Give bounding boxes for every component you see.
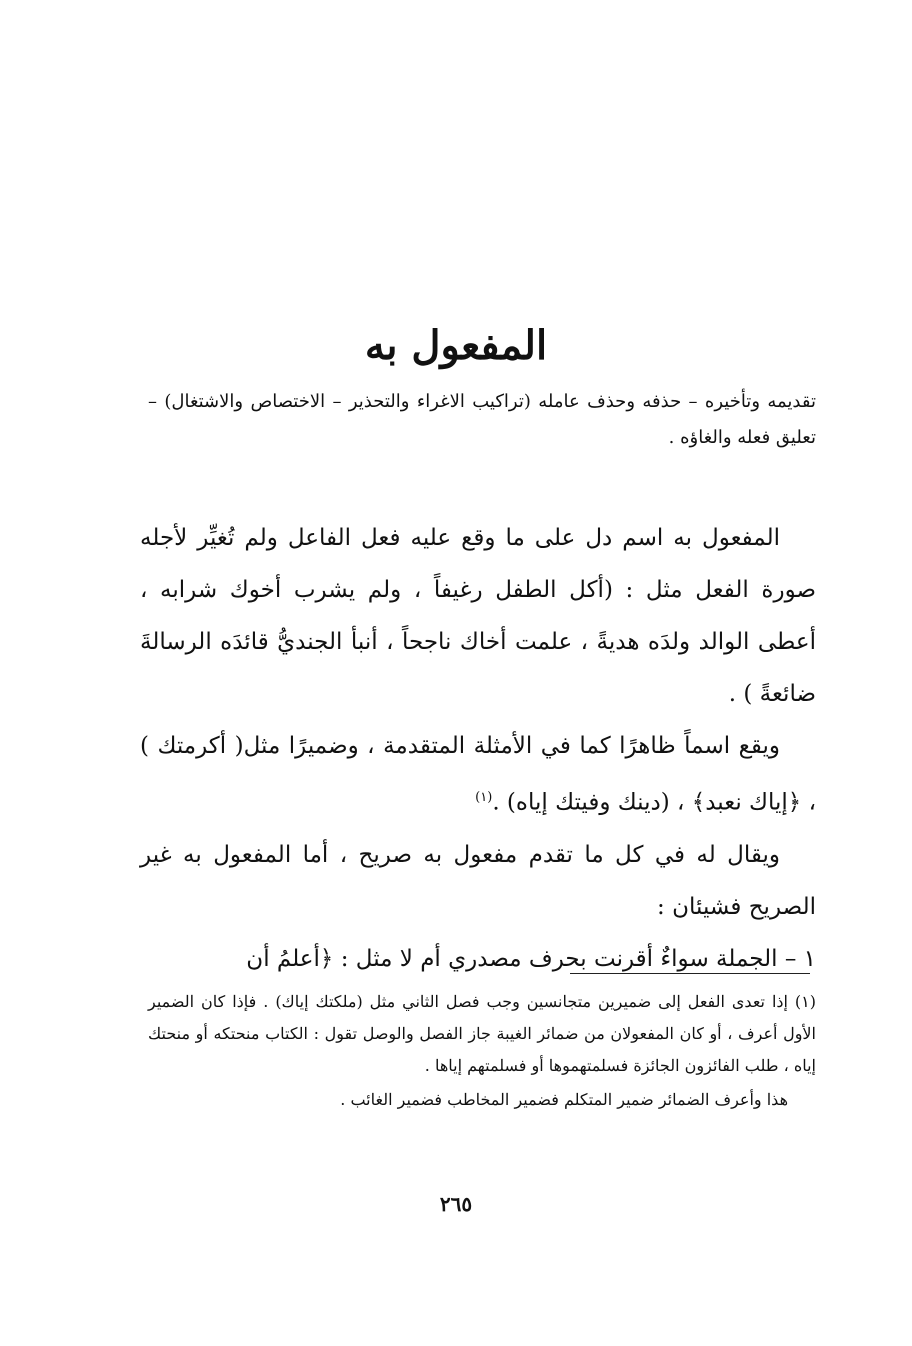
footnote-reference[interactable]: (١) [475,790,493,805]
paragraph-definition: المفعول به اسم دل على ما وقع عليه فعل الفاعل ولم تُغيِّر لأجله صورة الفعل مثل : (أكل الطفل رغيفاً ، ولم يشرب أخوك شرابه ، أعطى الوالد ولدَه هديةً ، علمت أخاك ناجحاً ، أنبأ الجنديُّ قائدَه الرسالةَ ضائعةً ) . [140,525,816,707]
footnote-1: (١) إذا تعدى الفعل إلى ضميرين متجانسين وجب فصل الثاني مثل (ملكتك إياك) . فإذا كان الضمير الأول أعرف ، أو كان المفعولان من ضمائر الغيبة جاز الفصل والوصل تقول : الكتاب منحتكه أو منحتك إياه ، طلب الفائزون الجائزة فسلمتهموها أو فسلمتهم إياها . [148,992,817,1075]
list-item-sentence: ١ – الجملة سواءٌ أقرنت بحرف مصدري أم لا مثل : ﴿أعلمُ أن [246,945,816,972]
chapter-title: المفعول به [364,322,548,369]
page-number: ٢٦٥ [439,1192,473,1216]
paragraph-explicit: ويقال له في كل ما تقدم مفعول به صريح ، أما المفعول به غير الصريح فشيئان : [140,841,816,920]
chapter-summary: تقديمه وتأخيره – حذفه وحذف عامله (تراكيب الاغراء والتحذير – الاختصاص والاشتغال) – تعليق فعله والغاؤه . [148,391,816,448]
footnote-divider [570,973,810,974]
footnote-1-continuation: هذا وأعرف الضمائر ضمير المتكلم فضمير المخاطب فضمير الغائب . [340,1090,788,1109]
paragraph-forms [140,720,816,829]
body-text [140,512,816,985]
paragraph-forms-text: ويقع اسماً ظاهرًا كما في الأمثلة المتقدمة ، وضميرًا مثل( أكرمتك ) ، ﴿إياك نعبد﴾ ، (دينك وفيتك إياه) . [140,733,816,816]
footnotes [148,986,816,1116]
